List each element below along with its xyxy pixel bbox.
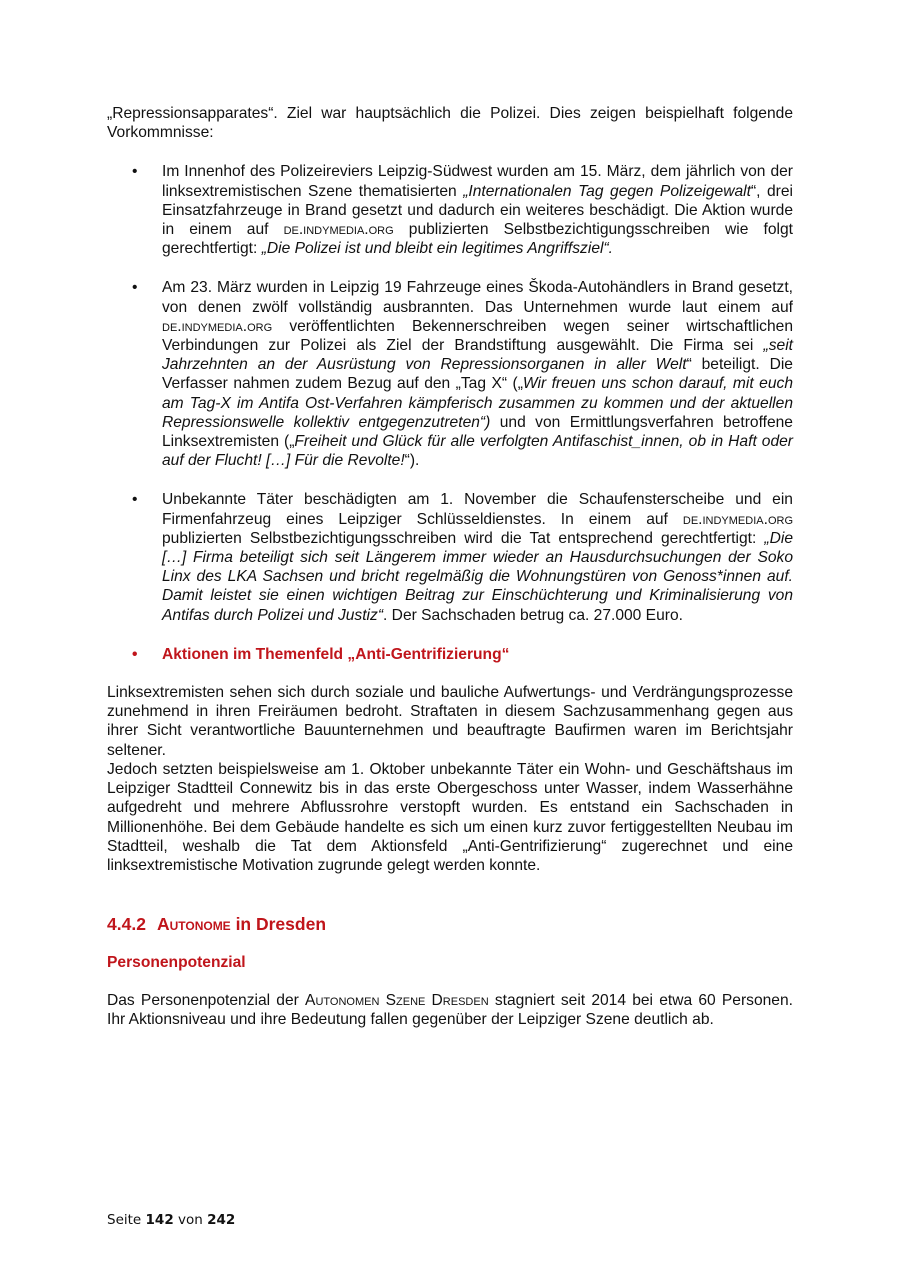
subsection-heading: Personenpotenzial	[107, 954, 246, 972]
page-footer	[107, 1212, 235, 1228]
bullet-icon: •	[132, 645, 138, 663]
total-page-count: 242	[207, 1212, 236, 1228]
bullet-icon: •	[132, 491, 138, 509]
source-name: de.indymedia.org	[283, 221, 394, 239]
quote-run: „seit Jahrzehnten an der Ausrüstung von Repressionsorganen in aller Welt	[162, 337, 793, 374]
text-run: Am 23. März wurden in Leipzig 19 Fahrzeuge eines Škoda-Autohändlers in Brand gesetzt, von denen zwölf vollständig ausbrannten. Das Unternehmen wurde laut einem auf	[162, 279, 793, 316]
section-title-rest: in Dresden	[230, 914, 327, 935]
text-run: und von Ermittlungsverfahren betroffene Linksextremisten („	[162, 413, 793, 451]
source-name: de.indymedia.org	[162, 317, 273, 335]
quote-run: Wir freuen uns schon darauf, mit euch am Tag-X im Antifa Ost-Verfahren kämpferisch zusammen zu kommen und der aktuellen Repressionswelle kollektiv entgegenzutreten“)	[162, 375, 793, 431]
text-run: Unbekannte Täter beschädigten am 1. November die Schaufensterscheibe und ein Firmenfahrzeug eines Leipziger Schlüsseldienstes. In einem auf	[162, 491, 793, 528]
topic-heading	[107, 645, 793, 664]
text-run: “ beteiligt. Die Verfasser nahmen zudem Bezug auf den „Tag X“ („	[162, 356, 793, 393]
list-item	[107, 278, 793, 470]
footer-middle: von	[173, 1212, 208, 1228]
text-run: Das Personenpotenzial der	[107, 992, 306, 1010]
list-item	[107, 490, 793, 624]
quote-run: Freiheit und Glück für alle verfolgten Antifaschist_innen, ob in Haft oder auf der Flucht! […] Für die Revolte!	[162, 433, 793, 470]
bullet-icon: •	[132, 163, 138, 181]
quote-run: „Internationalen Tag gegen Polizeigewalt	[463, 182, 751, 200]
body-paragraph	[107, 991, 793, 1029]
quote-run: „Die Polizei ist und bleibt ein legitimes Angriffsziel“.	[261, 240, 613, 258]
footer-prefix: Seite	[107, 1212, 146, 1228]
quote-run: „Die […] Firma beteiligt sich seit Längerem immer wieder an Hausdurchsuchungen der Soko Linx des LKA Sachsen und bricht regelmäßig die Wohnungstüren von Genoss*innen auf. Damit leistet sie einen wichtigen Beitrag zur Einschüchterung und Kriminalisierung von Antifas durch Polizei und Justiz“	[162, 529, 793, 624]
text-run: . Der Sachschaden betrug ca. 27.000 Euro.	[383, 606, 683, 624]
topic-heading-text: Aktionen im Themenfeld „Anti-Gentrifizierung“	[162, 645, 510, 663]
document-page	[107, 104, 793, 1030]
body-paragraph: Linksextremisten sehen sich durch soziale und bauliche Aufwertungs- und Verdrängungsprozesse zunehmend in ihren Freiräumen bedroht. Straftaten in diesem Sachzusammenhang gegen aus ihrer Sicht verantwortliche Bauunternehmen und beauftragte Baufirmen waren im Berichtsjahr seltener.	[107, 684, 793, 759]
text-run: publizierten Selbstbezichtigungsschreiben wird die Tat entsprechend gerechtfertigt:	[162, 529, 765, 547]
source-name: de.indymedia.org	[682, 510, 793, 528]
text-run: stagniert seit 2014 bei etwa 60 Personen. Ihr Aktionsniveau und ihre Bedeutung fallen gegenüber der Leipziger Szene deutlich ab.	[107, 992, 793, 1029]
text-run: veröffentlichten Bekennerschreiben wegen seiner wirtschaftlichen Verbindungen zur Polizei als Ziel der Brandstiftung ausgewählt. Die Firma sei	[162, 317, 793, 355]
scene-name: Autonomen Szene Dresden	[305, 992, 489, 1010]
list-item	[107, 162, 793, 258]
body-paragraph: Jedoch setzten beispielsweise am 1. Oktober unbekannte Täter ein Wohn- und Geschäftshaus im Leipziger Stadtteil Connewitz bis in das erste Obergeschoss unter Wasser, indem Wasserhähne aufgedreht und mehrere Abflussrohre verstopft wurden. Es entstand ein Sachschaden in Millionenhöhe. Bei dem Gebäude handelte es sich um einen kurz zuvor fertiggestellten Neubau im Stadtteil, weshalb die Tat dem Aktionsfeld „Anti-Gentrifizierung“ zugerechnet und eine linksextremistische Motivation zugrunde gelegt werden konnte.	[107, 760, 793, 874]
text-run: Im Innenhof des Polizeireviers Leipzig-Südwest wurden am 15. März, dem jährlich von der linksextremistischen Szene thematisierten	[162, 163, 793, 200]
intro-paragraph: „Repressionsapparates“. Ziel war hauptsächlich die Polizei. Dies zeigen beispielhaft folgende Vorkommnisse:	[107, 105, 793, 142]
current-page-number: 142	[145, 1212, 174, 1228]
section-heading	[107, 913, 793, 935]
text-run: “, drei Einsatzfahrzeuge in Brand gesetzt und dadurch ein weiteres beschädigt. Die Aktion wurde in einem auf	[162, 182, 793, 239]
text-run: “).	[404, 452, 420, 470]
text-run: publizierten Selbstbezichtigungsschreiben wie folgt gerechtfertigt:	[162, 221, 793, 258]
bullet-icon: •	[132, 279, 138, 297]
section-title-smallcaps: Autonome	[156, 914, 231, 935]
incident-list	[107, 162, 793, 664]
section-number: 4.4.2	[107, 914, 146, 935]
